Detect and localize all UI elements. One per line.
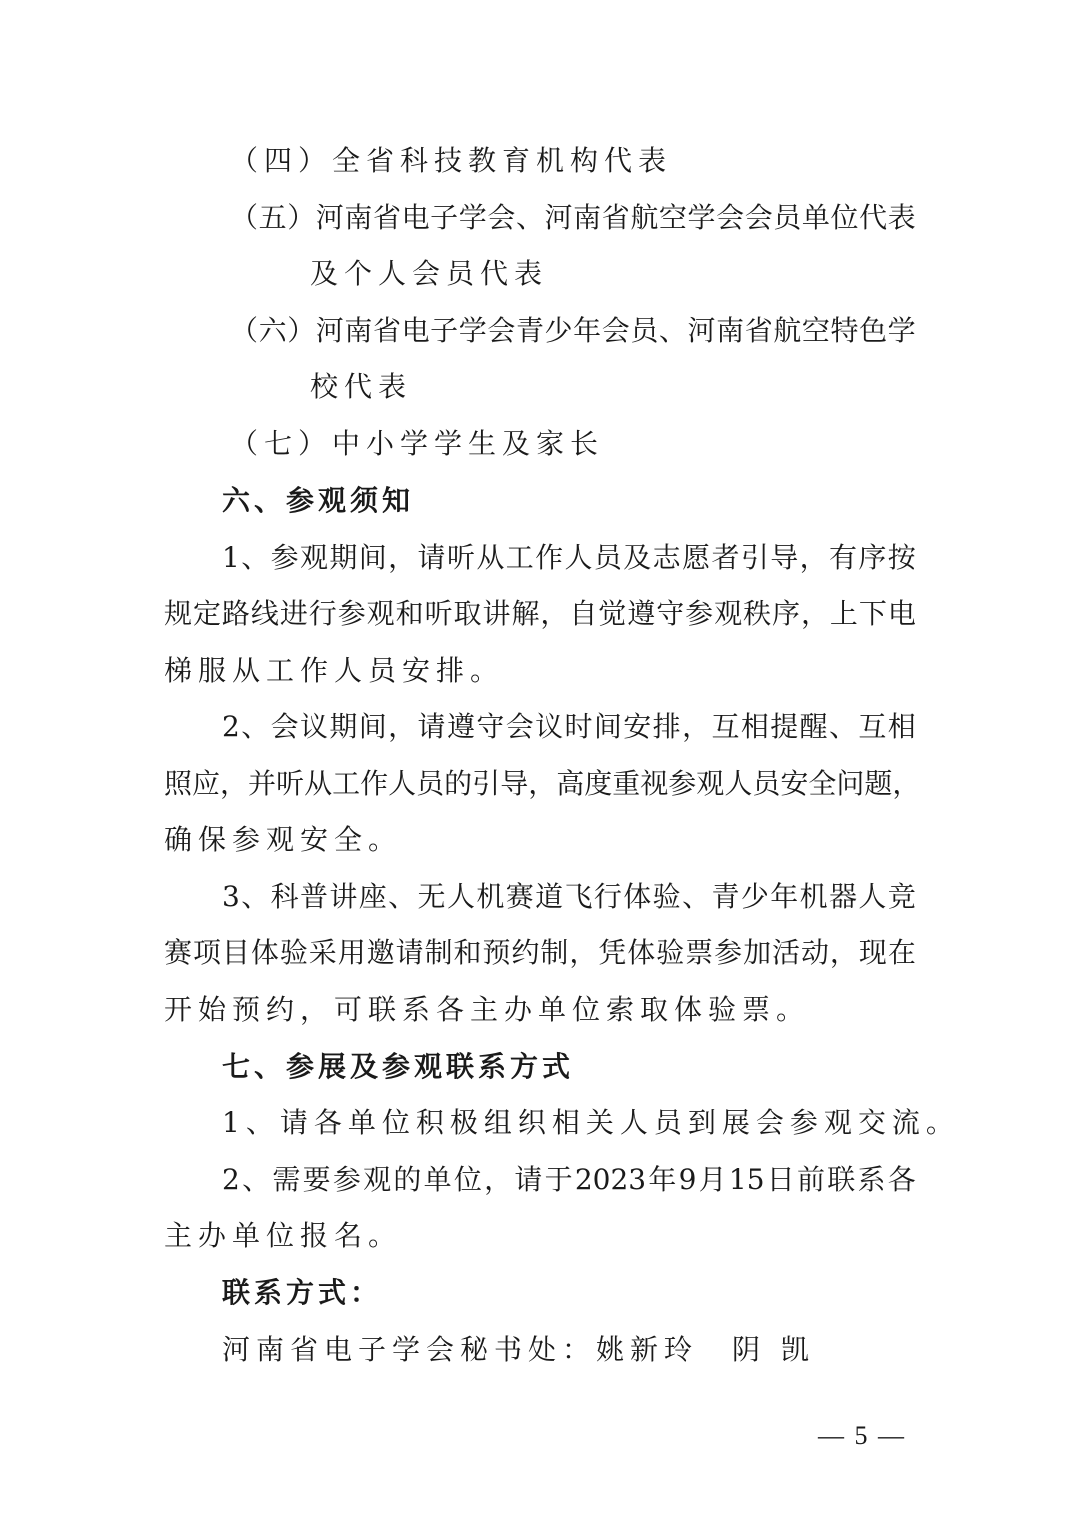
attendee-item-6-line-1: （ 六 ） 河 南 省 电 子 学 会 青 少 年 会 员 、 河 南 省 航 空 特 色 学 xyxy=(230,314,916,347)
notice-1-line-2: 规 定 路 线 进 行 参 观 和 听 取 讲 解 ， 自 觉 遵 守 参 观 秩 序 ， 上 下 电 xyxy=(164,597,916,630)
notice-1-line-1: 1 、 参 观 期 间 ， 请 听 从 工 作 人 员 及 志 愿 者 引 导 ， 有 序 按 xyxy=(222,541,916,574)
section-6-heading: 六、参观须知 xyxy=(222,484,415,517)
contact-secretariat: 河南省电子学会秘书处：姚新玲 阴 凯 xyxy=(222,1333,815,1366)
page-number: — 5 — xyxy=(818,1421,906,1450)
notice-2-line-2: 照 应 ， 并 听 从 工 作 人 员 的 引 导 ， 高 度 重 视 参 观 人 员 安 全 问 题 ， xyxy=(164,767,921,800)
attendee-item-5-line-2: 及个人会员代表 xyxy=(310,257,549,290)
notice-2-line-1: 2 、 会 议 期 间 ， 请 遵 守 会 议 时 间 安 排 ， 互 相 提 醒 、 互 相 xyxy=(222,710,916,743)
contact-item-2-line-1: 2 、 需 要 参 观 的 单 位 ， 请 于 2023 年 9 月 15 日 前 联 系 各 xyxy=(222,1163,916,1196)
section-7-heading: 七、参展及参观联系方式 xyxy=(222,1050,575,1083)
notice-1-line-3: 梯服从工作人员安排。 xyxy=(164,654,505,687)
attendee-item-4: （四）全省科技教育机构代表 xyxy=(230,144,673,177)
contact-heading: 联系方式： xyxy=(222,1276,383,1309)
contact-item-2-line-2: 主办单位报名。 xyxy=(164,1219,403,1252)
attendee-item-6-line-2: 校代表 xyxy=(310,370,413,403)
contact-item-1: 1、请各单位积极组织相关人员到展会参观交流。 xyxy=(222,1106,960,1139)
notice-3-line-1: 3 、 科 普 讲 座 、 无 人 机 赛 道 飞 行 体 验 、 青 少 年 机 器 人 竞 xyxy=(222,880,916,913)
notice-2-line-3: 确保参观安全。 xyxy=(164,823,403,856)
attendee-item-7: （七）中小学学生及家长 xyxy=(230,427,605,460)
notice-3-line-3: 开始预约，可联系各主办单位索取体验票。 xyxy=(164,993,811,1026)
attendee-item-5-line-1: （ 五 ） 河 南 省 电 子 学 会 、 河 南 省 航 空 学 会 会 员 单 位 代 表 xyxy=(230,201,916,234)
notice-3-line-2: 赛 项 目 体 验 采 用 邀 请 制 和 预 约 制 ， 凭 体 验 票 参 加 活 动 ， 现 在 xyxy=(164,936,916,969)
